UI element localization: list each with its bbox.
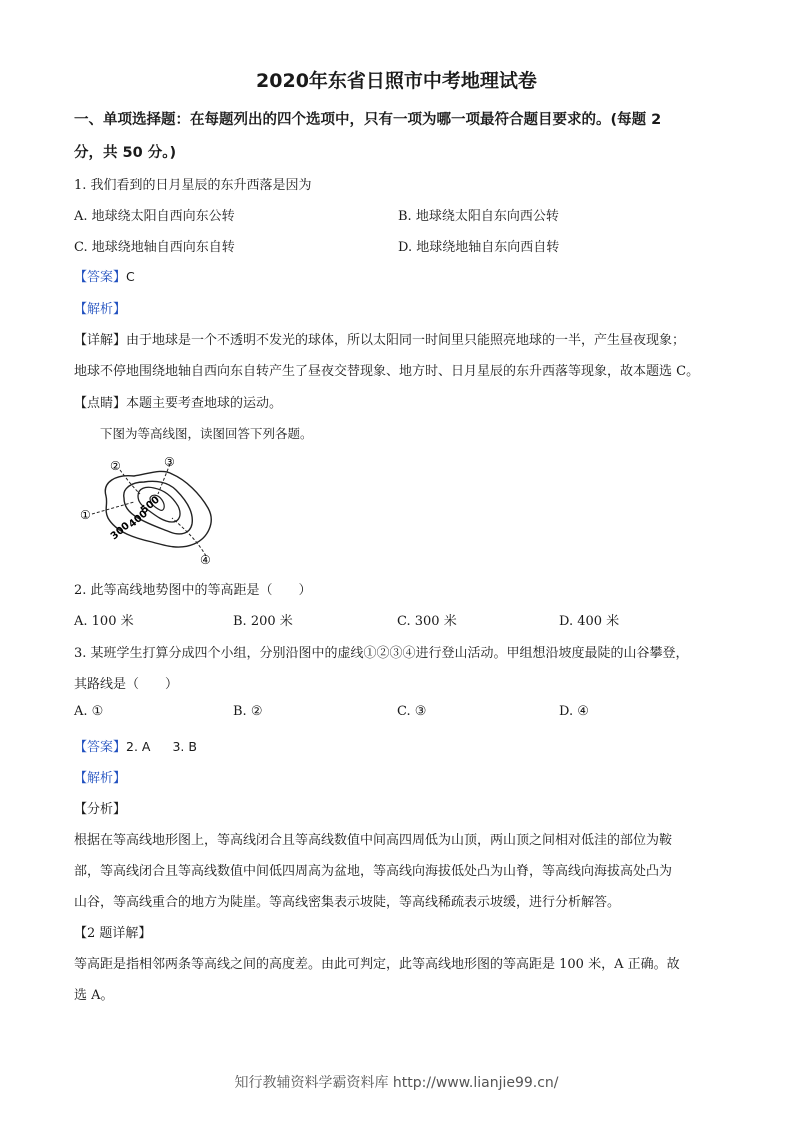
route-label-2: ② xyxy=(110,459,121,473)
contour-map-figure xyxy=(76,452,226,568)
q3-option-c: C. ③ xyxy=(397,704,427,719)
q2-stem: 2. 此等高线地势图中的等高距是（ ） xyxy=(74,583,312,598)
q3-stem-line1: 3. 某班学生打算分成四个小组，分别沿图中的虚线①②③④进行登山活动。甲组想沿坡度最陡的山谷攀登， xyxy=(74,646,689,661)
answer-tag: 【答案】 xyxy=(74,270,127,285)
q3-option-b: B. ② xyxy=(233,704,263,719)
contour-label-500: 500 xyxy=(138,494,162,517)
map-intro: 下图为等高线图，读图回答下列各题。 xyxy=(100,426,313,441)
q2-detail-line2: 选 A。 xyxy=(74,988,114,1003)
q2-option-d: D. 400 米 xyxy=(559,614,620,629)
route-label-3: ③ xyxy=(164,455,175,469)
q23-answer xyxy=(74,736,197,755)
section-heading-line2: 分，共 50 分。) xyxy=(74,145,177,161)
contour-label-400: 400 xyxy=(126,508,150,531)
q3-option-d: D. ④ xyxy=(559,704,589,719)
footer-watermark: 知行教辅资料学霸资料库 http://www.lianjie99.cn/ xyxy=(234,1075,559,1091)
q23-analysis-line1: 根据在等高线地形图上，等高线闭合且等高线数值中间高四周低为山顶，两山顶之间相对低洼的部位为鞍 xyxy=(74,833,673,848)
answer-tag: 【答案】 xyxy=(74,740,127,755)
answer-2: 2. A xyxy=(126,739,151,754)
route-label-1: ① xyxy=(80,508,91,522)
q2-detail-tag: 【2 题详解】 xyxy=(74,926,152,941)
q1-option-b: B. 地球绕太阳自东向西公转 xyxy=(398,209,559,224)
q23-fenxi-tag: 【分析】 xyxy=(74,802,127,817)
q23-analysis-tag: 【解析】 xyxy=(74,771,127,786)
q1-option-d: D. 地球绕地轴自东向西自转 xyxy=(398,240,560,255)
contour-label-300: 300 xyxy=(108,520,132,543)
q1-option-c: C. 地球绕地轴自西向东自转 xyxy=(74,240,235,255)
q1-analysis-tag: 【解析】 xyxy=(74,302,127,317)
q23-analysis-line3: 山谷，等高线重合的地方为陡崖。等高线密集表示坡陡，等高线稀疏表示坡缓，进行分析解答。 xyxy=(74,895,621,910)
route-4-dashed xyxy=(172,518,206,556)
route-label-4: ④ xyxy=(200,553,211,567)
q2-option-b: B. 200 米 xyxy=(233,614,293,629)
q1-comment: 【点睛】本题主要考查地球的运动。 xyxy=(74,396,283,411)
q3-option-a: A. ① xyxy=(74,704,104,719)
section-heading-line1: 一、单项选择题：在每题列出的四个选项中，只有一项为哪一项最符合题目要求的。(每题 2 xyxy=(74,112,662,128)
q23-analysis-line2: 部，等高线闭合且等高线数值中间低四周高为盆地，等高线向海拔低处凸为山脊，等高线向海拔高处凸为 xyxy=(74,864,673,879)
q2-option-c: C. 300 米 xyxy=(397,614,457,629)
answer-3: 3. B xyxy=(172,739,197,754)
q3-stem-line2: 其路线是（ ） xyxy=(74,677,179,692)
q1-answer xyxy=(74,266,135,285)
q1-detail-line2: 地球不停地围绕地轴自西向东自转产生了昼夜交替现象、地方时、日月星辰的东升西落等现象，故本题选 C。 xyxy=(74,364,700,379)
answer-value: C xyxy=(126,269,135,284)
q1-detail-line1: 【详解】由于地球是一个不透明不发光的球体，所以太阳同一时间里只能照亮地球的一半，产生昼夜现象； xyxy=(74,333,686,348)
q2-detail-line1: 等高距是指相邻两条等高线之间的高度差。由此可判定，此等高线地形图的等高距是 100 米，A 正确。故 xyxy=(74,957,680,972)
q1-stem: 1. 我们看到的日月星辰的东升西落是因为 xyxy=(74,178,312,193)
q1-option-a: A. 地球绕太阳自西向东公转 xyxy=(74,209,235,224)
q2-option-a: A. 100 米 xyxy=(74,614,134,629)
page-title: 2020年东省日照市中考地理试卷 xyxy=(256,70,537,92)
